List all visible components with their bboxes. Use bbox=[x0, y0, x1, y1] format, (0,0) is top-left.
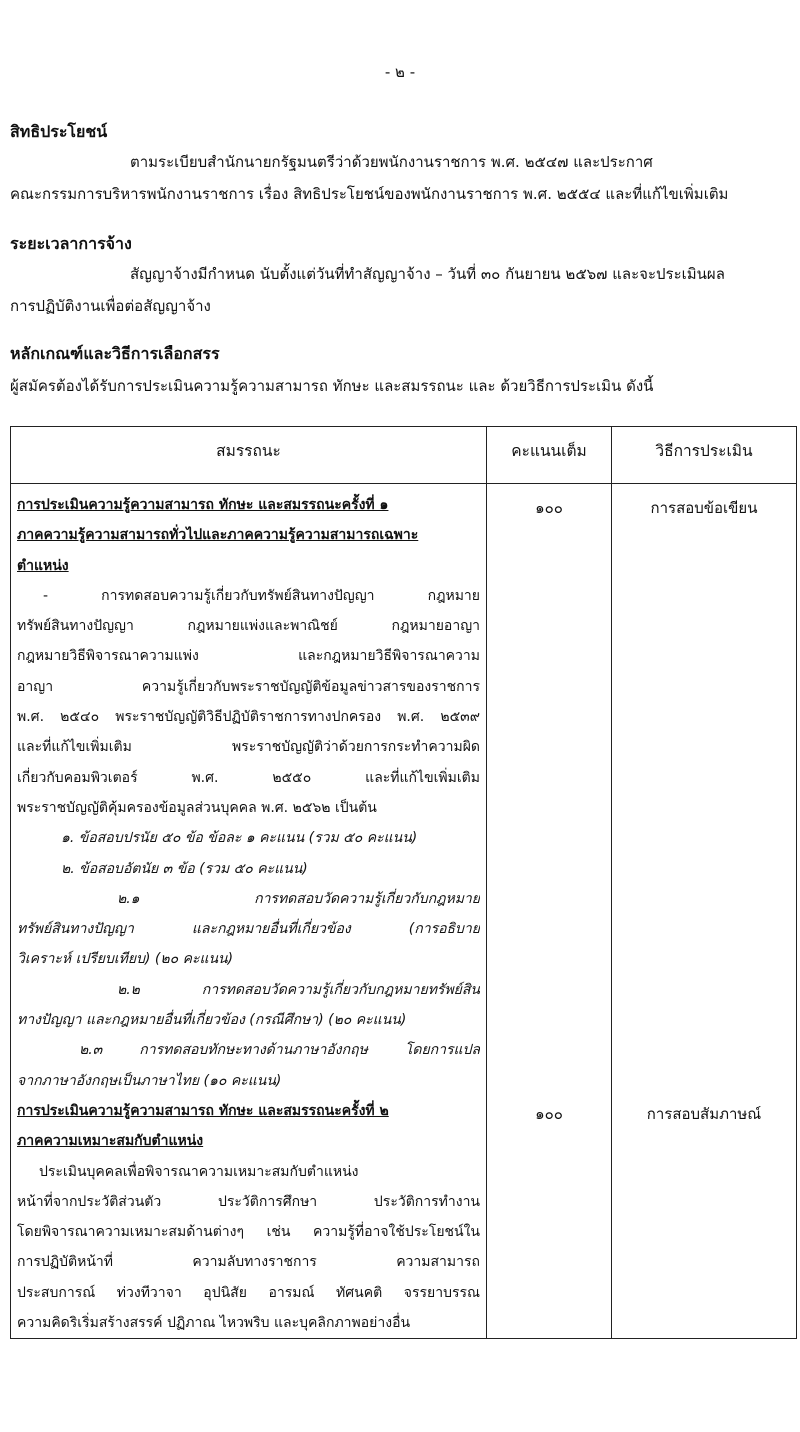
table-header-row bbox=[11, 427, 797, 484]
section1-body-line: - การทดสอบความรู้เกี่ยวกับทรัพย์สินทางปัญญา กฎหมาย bbox=[43, 587, 480, 604]
item-2: ๒. ข้อสอบอัตนัย ๓ ข้อ (รวม ๕๐ คะแนน) bbox=[61, 860, 308, 877]
item-2-2-line: ๒.๒ การทดสอบวัดความรู้เกี่ยวกับกฎหมายทรัพย์สิน bbox=[117, 981, 480, 998]
header-competency bbox=[11, 427, 487, 484]
item-2-3-line: จากภาษาอังกฤษเป็นภาษาไทย (๑๐ คะแนน) bbox=[17, 1072, 282, 1089]
section2-method: การสอบสัมภาษณ์ bbox=[646, 1105, 762, 1123]
competency-cell bbox=[11, 484, 487, 1339]
section1-title-line1: การประเมินความรู้ความสามารถ ทักษะ และสมรรถนะครั้งที่ ๑ bbox=[17, 497, 389, 513]
section1-body-line: ทรัพย์สินทางปัญญา กฎหมายแพ่งและพาณิชย์ กฎหมายอาญา bbox=[17, 618, 480, 635]
section1-body-line: อาญา ความรู้เกี่ยวกับพระราชบัญญัติข้อมูลข่าวสารของราชการ bbox=[17, 678, 480, 695]
method-cell bbox=[612, 484, 797, 1339]
page-number: - ๒ - bbox=[384, 63, 416, 81]
section1-method: การสอบข้อเขียน bbox=[650, 499, 758, 517]
section1-body-line: พระราชบัญญัติคุ้มครองข้อมูลส่วนบุคคล พ.ศ. ๒๕๖๒ เป็นต้น bbox=[17, 799, 377, 816]
item-2-1-line: วิเคราะห์ เปรียบเทียบ) (๒๐ คะแนน) bbox=[17, 951, 234, 968]
section1-score: ๑๐๐ bbox=[535, 499, 563, 517]
header-competency-label: สมรรถนะ bbox=[216, 441, 281, 460]
table-row bbox=[11, 484, 797, 1339]
employment-period-line-2: การปฏิบัติงานเพื่อต่อสัญญาจ้าง bbox=[10, 297, 211, 315]
header-full-score-label: คะแนนเต็ม bbox=[511, 441, 587, 460]
section1-body-line: และที่แก้ไขเพิ่มเติม พระราชบัญญัติว่าด้วยการกระทำความผิด bbox=[17, 739, 480, 756]
item-1: ๑. ข้อสอบปรนัย ๕๐ ข้อ ข้อละ ๑ คะแนน (รวม ๕๐ คะแนน) bbox=[61, 830, 418, 847]
header-method bbox=[612, 427, 797, 484]
section2-body-line: หน้าที่จากประวัติส่วนตัว ประวัติการศึกษา ประวัติการทำงาน bbox=[17, 1193, 480, 1210]
section1-body-line: เกี่ยวกับคอมพิวเตอร์ พ.ศ. ๒๕๕๐ และที่แก้ไขเพิ่มเติม bbox=[17, 769, 480, 786]
section1-title-line2: ภาคความรู้ความสามารถทั่วไปและภาคความรู้ความสามารถเฉพาะ bbox=[17, 527, 419, 544]
score-cell bbox=[487, 484, 612, 1339]
item-2-3-line: ๒.๓ การทดสอบทักษะทางด้านภาษาอังกฤษ โดยการแปล bbox=[79, 1042, 480, 1059]
section1-body-line: พ.ศ. ๒๕๔๐ พระราชบัญญัติวิธีปฏิบัติราชการทางปกครอง พ.ศ. ๒๕๓๙ bbox=[17, 709, 480, 726]
benefits-heading: สิทธิประโยชน์ bbox=[10, 122, 108, 141]
assessment-table bbox=[10, 426, 797, 1339]
section2-body-line: ประเมินบุคคลเพื่อพิจารณาความเหมาะสมกับตำแหน่ง bbox=[39, 1163, 359, 1180]
criteria-heading: หลักเกณฑ์และวิธีการเลือกสรร bbox=[10, 344, 220, 363]
section1-title-line3: ตำแหน่ง bbox=[17, 557, 69, 574]
section2-body-line: ความคิดริเริ่มสร้างสรรค์ ปฏิภาณ ไหวพริบ และบุคลิกภาพอย่างอื่น bbox=[17, 1315, 411, 1332]
section2-title-line1: การประเมินความรู้ความสามารถ ทักษะ และสมรรถนะครั้งที่ ๒ bbox=[17, 1102, 389, 1119]
benefits-line-2: คณะกรรมการบริหารพนักงานราชการ เรื่อง สิทธิประโยชน์ของพนักงานราชการ พ.ศ. ๒๕๕๔ และที่แก้ไขเพิ่มเติม bbox=[10, 185, 729, 203]
employment-period-heading: ระยะเวลาการจ้าง bbox=[10, 234, 132, 253]
criteria-intro: ผู้สมัครต้องได้รับการประเมินความรู้ความสามารถ ทักษะ และสมรรถนะ และ ด้วยวิธีการประเมิน ดังนี้ bbox=[10, 377, 654, 395]
header-method-label: วิธีการประเมิน bbox=[655, 441, 753, 460]
item-2-1-line: ๒.๑ การทดสอบวัดความรู้เกี่ยวกับกฎหมาย bbox=[117, 890, 480, 907]
section2-body-line: โดยพิจารณาความเหมาะสมด้านต่างๆ เช่น ความรู้ที่อาจใช้ประโยชน์ใน bbox=[17, 1224, 480, 1241]
item-2-1-line: ทรัพย์สินทางปัญญา และกฎหมายอื่นที่เกี่ยวข้อง (การอธิบาย bbox=[17, 921, 480, 938]
employment-period-line-1: สัญญาจ้างมีกำหนด นับตั้งแต่วันที่ทำสัญญาจ้าง – วันที่ ๓๐ กันยายน ๒๕๖๗ และจะประเมินผล bbox=[130, 265, 725, 283]
section2-score: ๑๐๐ bbox=[535, 1105, 563, 1123]
header-full-score bbox=[487, 427, 612, 484]
section2-body-line: การปฏิบัติหน้าที่ ความลับทางราชการ ความสามารถ bbox=[17, 1254, 480, 1271]
section1-body-line: กฎหมายวิธีพิจารณาความแพ่ง และกฎหมายวิธีพิจารณาความ bbox=[17, 648, 480, 665]
benefits-line-1: ตามระเบียบสำนักนายกรัฐมนตรีว่าด้วยพนักงานราชการ พ.ศ. ๒๕๔๗ และประกาศ bbox=[130, 153, 653, 171]
item-2-2-line: ทางปัญญา และกฎหมายอื่นที่เกี่ยวข้อง (กรณีศึกษา) (๒๐ คะแนน) bbox=[17, 1012, 407, 1029]
section2-body-line: ประสบการณ์ ท่วงทีวาจา อุปนิสัย อารมณ์ ทัศนคติ จรรยาบรรณ bbox=[17, 1284, 480, 1301]
section2-title-line2: ภาคความเหมาะสมกับตำแหน่ง bbox=[17, 1133, 204, 1150]
